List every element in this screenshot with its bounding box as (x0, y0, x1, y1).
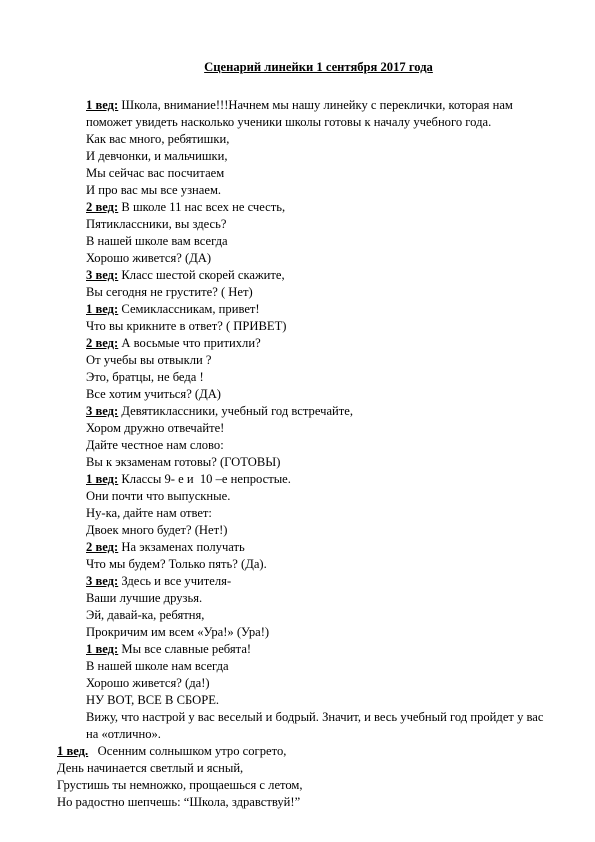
line-text: Класс шестой скорей скажите, (118, 268, 285, 282)
line-text: Но радостно шепчешь: “Школа, здравствуй!” (57, 795, 301, 809)
script-line (86, 624, 546, 641)
line-text: Классы 9- е и 10 –е непростые. (118, 472, 291, 486)
line-text: Двоек много будет? (Нет!) (86, 523, 228, 537)
line-text: Эй, давай-ка, ребятня, (86, 608, 205, 622)
document-title: Сценарий линейки 1 сентября 2017 года (204, 60, 433, 74)
script-line (86, 403, 546, 420)
line-text: Вижу, что настрой у вас веселый и бодрый. Значит, и весь учебный год пройдет у вас на «отлично». (86, 710, 547, 741)
speaker-label: 3 вед: (86, 404, 119, 418)
script-line (86, 437, 546, 454)
speaker-label: 2 вед: (86, 540, 119, 554)
script-line (86, 131, 546, 148)
speaker-label: 1 вед: (86, 98, 119, 112)
line-text: Здесь и все учителя- (118, 574, 232, 588)
speaker-label: 1 вед: (86, 642, 119, 656)
speaker-label: 3 вед: (86, 268, 119, 282)
line-text: В нашей школе вам всегда (86, 234, 228, 248)
script-line (86, 522, 546, 539)
script-line (86, 539, 546, 556)
script-line (86, 318, 546, 335)
script-line (86, 335, 546, 352)
script-body (57, 97, 547, 811)
script-line (86, 386, 546, 403)
line-text: Как вас много, ребятишки, (86, 132, 230, 146)
line-text: Грустишь ты немножко, прощаешься с летом, (57, 778, 303, 792)
script-line (86, 148, 546, 165)
line-text: Они почти что выпускные. (86, 489, 231, 503)
line-text: В школе 11 нас всех не счесть, (118, 200, 286, 214)
line-text: Что мы будем? Только пять? (Да). (86, 557, 267, 571)
line-text: А восьмые что притихли? (118, 336, 261, 350)
speaker-label: 1 вед. (57, 744, 89, 758)
line-text: Семиклассникам, привет! (118, 302, 260, 316)
line-text: Это, братцы, не беда ! (86, 370, 204, 384)
line-text: От учебы вы отвыкли ? (86, 353, 212, 367)
speaker-label: 2 вед: (86, 336, 119, 350)
script-line (86, 607, 546, 624)
speaker-label: 1 вед: (86, 472, 119, 486)
line-text: Прокричим им всем «Ура!» (Ура!) (86, 625, 270, 639)
script-line (86, 556, 546, 573)
script-line (86, 454, 546, 471)
script-line (57, 760, 546, 777)
line-text: Хором дружно отвечайте! (86, 421, 225, 435)
script-line (86, 267, 546, 284)
line-text: Вы к экзаменам готовы? (ГОТОВЫ) (86, 455, 281, 469)
speaker-label: 2 вед: (86, 200, 119, 214)
script-line (86, 301, 546, 318)
script-line (86, 182, 546, 199)
script-line (86, 199, 546, 216)
line-text: Все хотим учиться? (ДА) (86, 387, 222, 401)
script-line (86, 369, 546, 386)
script-line (86, 352, 546, 369)
script-line (57, 794, 546, 811)
script-line (86, 658, 546, 675)
script-line (86, 471, 546, 488)
script-line (86, 284, 546, 301)
script-line (86, 641, 546, 658)
line-text: Девятиклассники, учебный год встречайте, (118, 404, 354, 418)
line-text: Мы все славные ребята! (118, 642, 252, 656)
script-line (86, 709, 546, 743)
line-text: День начинается светлый и ясный, (57, 761, 244, 775)
line-text: Пятиклассники, вы здесь? (86, 217, 227, 231)
line-text: Осенним солнышком утро согрето, (88, 744, 287, 758)
line-text: Вы сегодня не грустите? ( Нет) (86, 285, 253, 299)
line-text: Дайте честное нам слово: (86, 438, 224, 452)
script-line (86, 216, 546, 233)
speaker-label: 3 вед: (86, 574, 119, 588)
script-line (57, 743, 546, 760)
line-text: На экзаменах получать (118, 540, 245, 554)
line-text: Что вы крикните в ответ? ( ПРИВЕТ) (86, 319, 287, 333)
script-line (86, 97, 546, 131)
script-line (86, 505, 546, 522)
script-line (86, 420, 546, 437)
line-text: Школа, внимание!!!Начнем мы нашу линейку с переклички, которая нам поможет увидеть насколько ученики школы готовы к началу учебного года. (86, 98, 517, 129)
script-line (86, 590, 546, 607)
line-text: Хорошо живется? (ДА) (86, 251, 212, 265)
script-line (86, 233, 546, 250)
speaker-label: 1 вед: (86, 302, 119, 316)
script-line (86, 675, 546, 692)
line-text: НУ ВОТ, ВСЕ В СБОРЕ. (86, 693, 220, 707)
line-text: В нашей школе нам всегда (86, 659, 229, 673)
script-line (86, 165, 546, 182)
line-text: И девчонки, и мальчишки, (86, 149, 228, 163)
line-text: Ваши лучшие друзья. (86, 591, 203, 605)
script-line (86, 573, 546, 590)
line-text: Ну-ка, дайте нам ответ: (86, 506, 212, 520)
script-line (57, 777, 546, 794)
line-text: Хорошо живется? (да!) (86, 676, 210, 690)
script-line (86, 250, 546, 267)
script-line (86, 488, 546, 505)
line-text: И про вас мы все узнаем. (86, 183, 222, 197)
script-line (86, 692, 546, 709)
line-text: Мы сейчас вас посчитаем (86, 166, 225, 180)
